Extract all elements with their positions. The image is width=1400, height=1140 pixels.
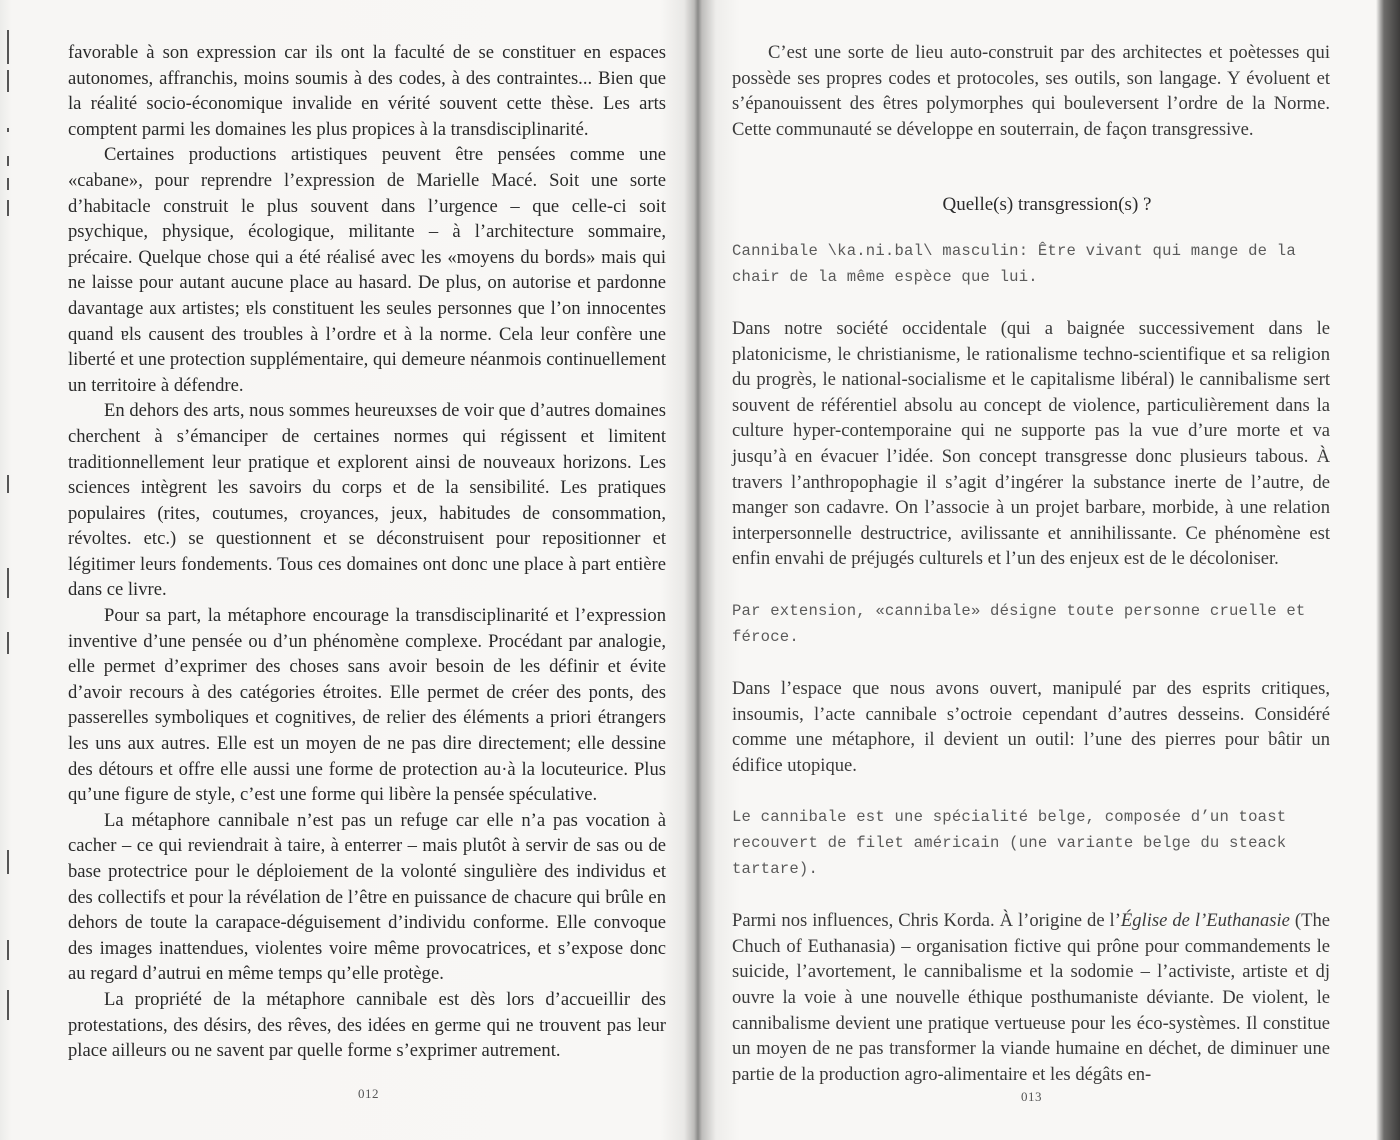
definition-belgian-dish: Le cannibale est une spécialité belge, composée d’un toast recouvert de filet américain (une variante belge du steack tartare).: [732, 808, 1287, 879]
margin-tick: [7, 200, 9, 216]
paragraph: La propriété de la métaphore cannibale est dès lors d’accueillir des protestations, des désirs, des rêves, des idées en germe qui ne trouvent pas leur place ailleurs ou ne savent par quelle forme s’exprimer autrement.: [68, 988, 666, 1062]
definition-cannibale: Cannibale \ka.ni.bal\ masculin: Être vivant qui mange de la chair de la même espèce que lui.: [732, 241, 1296, 286]
page-number-left: 012: [358, 1086, 379, 1101]
paragraph-end: (The Chuch of Euthanasia) – organisation fictive qui prône pour commandements le suicide, l’avortement, le cannibalisme et la sodomie – l’activiste, artiste et dj ouvre la voie à une nouvelle éthique posthumaniste déviante. De violent, le cannibalisme devient une pratique vertueuse pour les éco-systèmes. Il constitue un moyen de ne pas transformer la viande humaine en déchet, de diminuer une partie de la production agro-alimentaire et les dégâts en-: [732, 910, 1331, 1085]
paragraph: Dans notre société occidentale (qui a baignée successivement dans le platonicisme, le christianisme, le rationalisme techno-scientifique et sa religion du progrès, le national-socialisme et le capitalisme libéral) le cannibalisme sert souvent de référentiel absolu au concept de violence, particulièrement dans la culture hyper-contemporaine qui ne supporte pas la vue d’ure morte et va jusqu’à en évacuer l’idée. Son concept transgresse donc plusieurs tabous. À travers l’anthropophagie il s’agit d’ingérer la substance inerte de l’autre, de manger son cadavre. On l’associe à un projet barbare, morbide, à une relation interpersonnelle destructrice, avilissante et annihilissante. Ce phénomène est enfin envahi de préjugés culturels et l’un des enjeux est de le décoloniser.: [732, 317, 1330, 570]
left-margin-marks: [4, 20, 12, 1070]
margin-tick: [7, 940, 9, 960]
right-page: [732, 40, 1330, 1087]
italic-title: Église de l’Euthanasie: [1120, 910, 1290, 932]
margin-tick: [7, 178, 9, 190]
intro-paragraph: C’est une sorte de lieu auto-construit par des architectes et poètesses qui possède ses propres codes et protocoles, ses outils, son langage. Y évoluent et s’épanouissent des êtres polymorphes qui bouleversent l’ordre de la Norme. Cette communauté se développe en souterrain, de façon transgressive.: [732, 42, 1330, 140]
margin-tick: [7, 632, 9, 654]
margin-tick: [7, 990, 9, 1020]
margin-tick: [7, 70, 9, 92]
page-number-right: 013: [1021, 1089, 1042, 1104]
margin-tick: [7, 850, 9, 874]
paragraph: favorable à son expression car ils ont la faculté de se constituer en espaces autonomes, affranchis, moins soumis à des codes, à des contraintes... Bien que la réalité socio-économique invalide en vérité souvent cette thèse. Les arts comptent parmi les domaines les plus propices à la transdisciplinarité.: [68, 42, 666, 140]
paragraph: Dans l’espace que nous avons ouvert, manipulé par des esprits critiques, insoumis, l’acte cannibale s’octroie cependant d’autres desseins. Considéré comme une métaphore, il devient un outil: l’une des pierres pour bâtir un édifice utopique.: [732, 677, 1330, 776]
left-page: [68, 40, 666, 1064]
margin-tick: [7, 156, 9, 166]
paragraph: Certaines productions artistiques peuvent être pensées comme une «cabane», pour reprendre l’expression de Marielle Macé. Soit une sorte d’habitacle construit le plus souvent dans l’urgence – que celle-ci soit psychique, physique, écologique, militante – à l’architecture sommaire, précaire. Quelque chose qui a été réalisé avec les «moyens du bords» mais qui ne laisse pour autant aucune place au hasard. De plus, on autorise et pardonne davantage aux artistes; ɐls constituent les seules personnes que l’on innocentes quand ɐls causent des troubles à l’ordre et à la norme. Cela leur confère une liberté et une protection supplémentaire, qui demeure néanmois continuellement un territoire à défendre.: [68, 144, 666, 396]
margin-tick: [7, 30, 9, 64]
margin-tick: [7, 568, 9, 598]
definition-extension: Par extension, «cannibale» désigne toute personne cruelle et féroce.: [732, 601, 1306, 646]
margin-tick: [7, 128, 9, 132]
paragraph: Pour sa part, la métaphore encourage la transdisciplinarité et l’expression inventive d’une pensée ou d’un phénomène complexe. Procédant par analogie, elle permet d’exprimer des choses sans avoir besoin de les définir et évite d’avoir recours à des catégories étroites. Elle permet de créer des ponts, des passerelles symboliques et cognitives, de relier des éléments a priori étrangers les uns aux autres. Elle est un moyen de ne pas dire directement; elle dessine des détours et offre elle aussi une forme de protection au·à la locuteurice. Plus qu’une figure de style, c’est une forme qui libère la pensée spéculative.: [68, 605, 666, 806]
section-heading: Quelle(s) transgression(s) ?: [942, 194, 1152, 216]
paragraph: La métaphore cannibale n’est pas un refuge car elle n’a pas vocation à cacher – ce qui reviendrait à taire, à enterrer – mais plutôt à servir de sas ou de base protectrice pour le déploiement de la volonté singulière des individus et des collectifs et pour la révélation de l’être en puissance de chacure qui brûle en dehors de toute la carapace-déguisement d’individu conforme. Elle convoque des images inattendues, violentes voire même provocatrices, et s’expose donc au regard d’autrui en même temps qu’elle protège.: [68, 809, 666, 985]
paragraph-start: Parmi nos influences, Chris Korda. À l’origine de l’: [732, 910, 1121, 932]
margin-tick: [7, 475, 9, 493]
paragraph: [732, 908, 1330, 1087]
paragraph: En dehors des arts, nous sommes heureuxses de voir que d’autres domaines cherchent à s’émanciper de certaines normes qui régissent et limitent traditionnellement leur pratique et explorent ainsi de nouveaux horizons. Les sciences intègrent les savoirs du corps et de la sensibilité. Les pratiques populaires (rites, coutumes, croyances, jeux, habitudes de consommation, révoltes. etc.) se questionnent et se déconstruisent pour repositionner et légitimer leurs fondements. Tous ces domaines ont donc une place à part entière dans ce livre.: [68, 400, 666, 601]
